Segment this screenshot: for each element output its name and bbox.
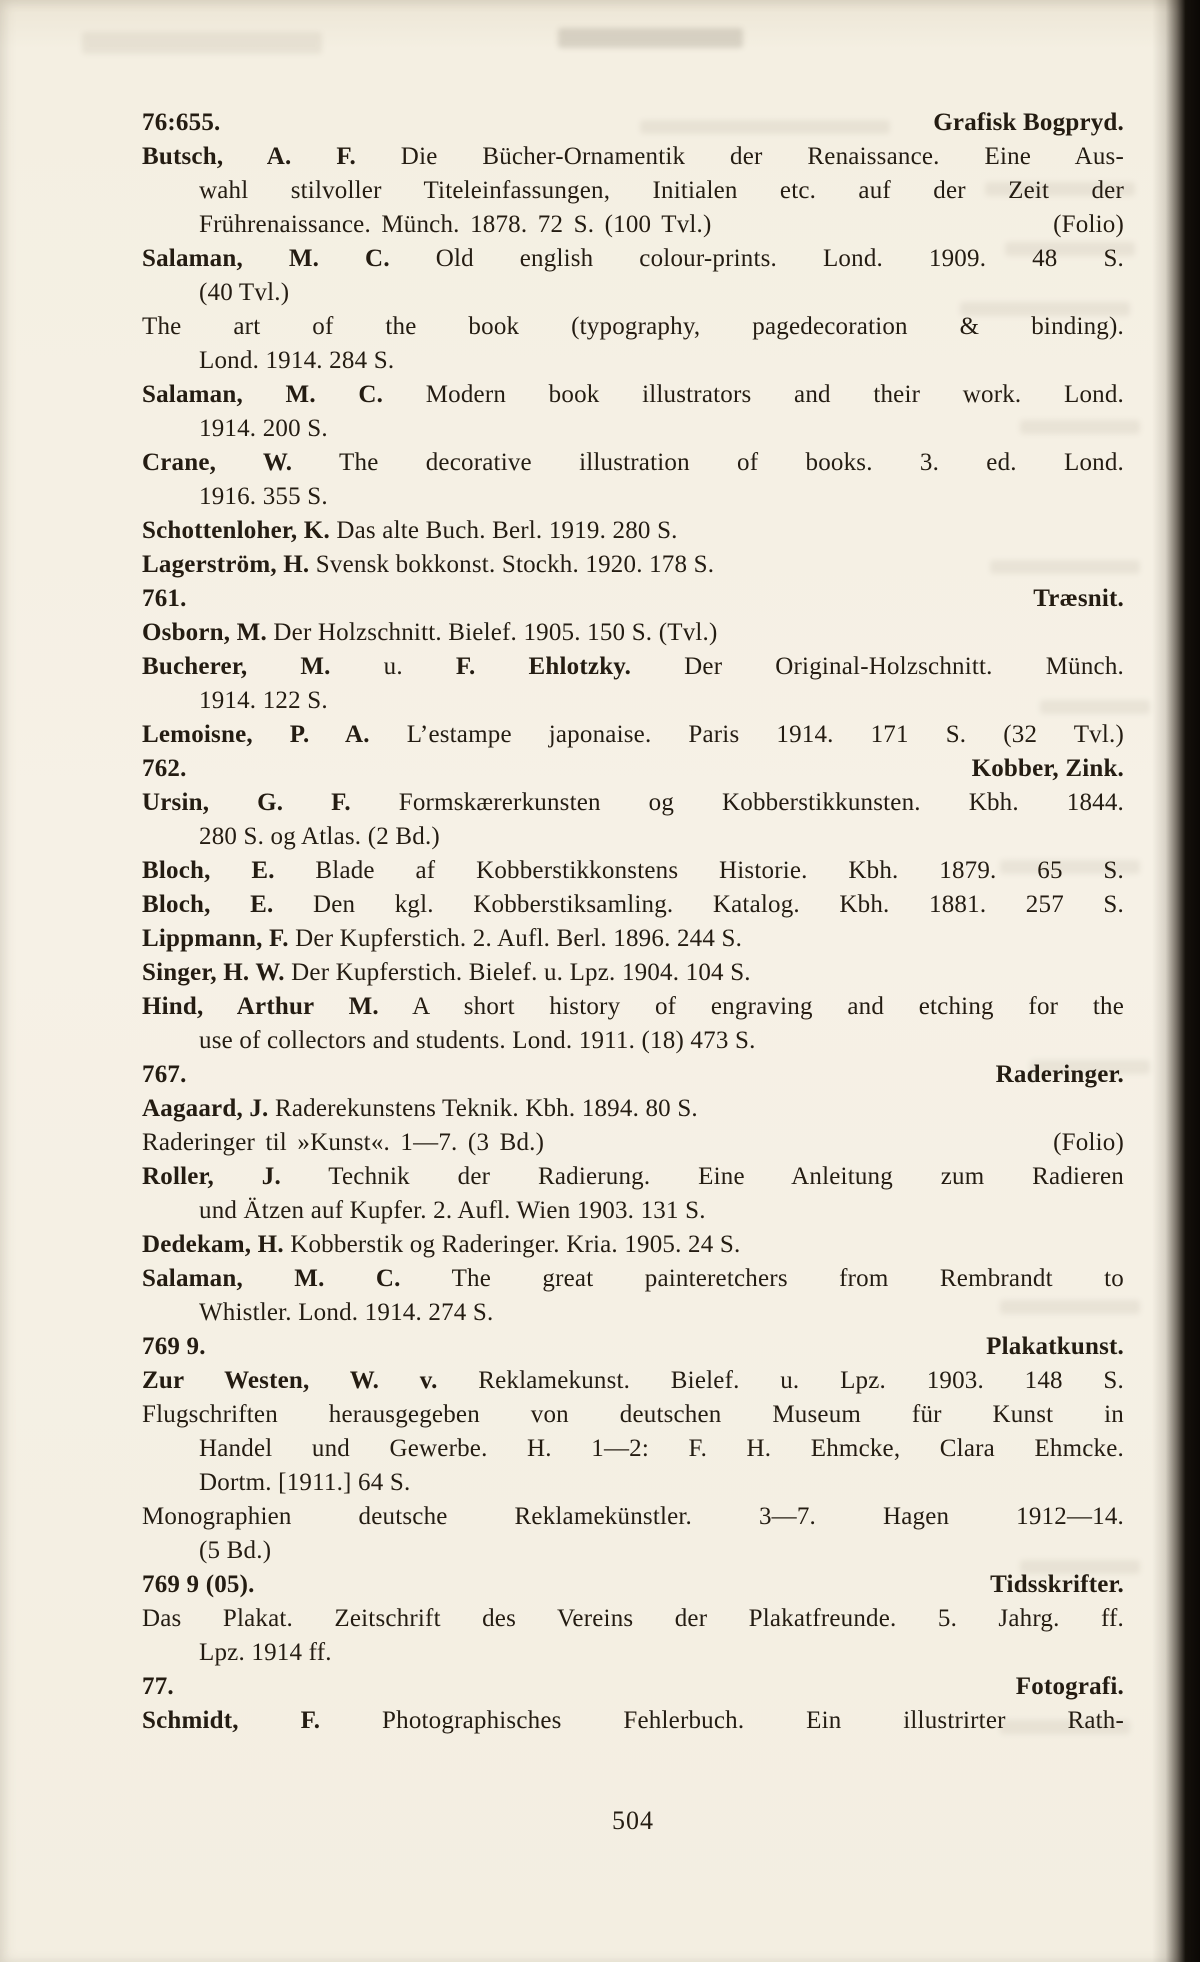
- entry-author: Lagerström, H.: [142, 551, 310, 578]
- entry-line: [142, 1092, 1124, 1126]
- section-heading: [142, 1670, 1124, 1704]
- section-heading: [142, 582, 1124, 616]
- entry-text-segment: Der Original-Holzschnitt. Münch.: [631, 653, 1124, 680]
- section-heading: [142, 1330, 1124, 1364]
- entry-line: [142, 1602, 1124, 1636]
- entry-text-segment: 280 S. og Atlas. (2 Bd.): [199, 823, 440, 850]
- entry-line: [142, 922, 1124, 956]
- entry-author: Lemoisne, P. A.: [142, 721, 370, 748]
- entry-author: Schmidt, F.: [142, 1707, 321, 1734]
- entry-author: Salaman, M. C.: [142, 245, 390, 272]
- entry-author: Crane, W.: [142, 449, 293, 476]
- entry-author: Lippmann, F.: [142, 925, 289, 952]
- entry-text-segment: The art of the book (typography, pagedecoration & binding).: [142, 313, 1124, 340]
- entry-line: [142, 1534, 1124, 1568]
- entry-text-segment: 1916. 355 S.: [199, 483, 328, 510]
- entry-author: Schottenloher, K.: [142, 517, 330, 544]
- section-code: 762.: [142, 755, 187, 782]
- entry-line: [142, 820, 1124, 854]
- entry-author: Bloch, E.: [142, 857, 275, 884]
- entry-line: [142, 548, 1124, 582]
- entry-line: [142, 310, 1124, 344]
- entry-text-segment: Svensk bokkonst. Stockh. 1920. 178 S.: [309, 551, 715, 578]
- entry-line: [142, 514, 1124, 548]
- section-title: Grafisk Bogpryd.: [933, 109, 1124, 136]
- entry-author: Hind, Arthur M.: [142, 993, 379, 1020]
- section-heading: [142, 752, 1124, 786]
- entry-line: [142, 1024, 1124, 1058]
- entry-author: Roller, J.: [142, 1163, 281, 1190]
- entry-author: Bloch, E.: [142, 891, 274, 918]
- entry-text-segment: Lond. 1914. 284 S.: [199, 347, 395, 374]
- entry-text-segment: Lpz. 1914 ff.: [199, 1639, 332, 1666]
- entry-text-segment: (5 Bd.): [199, 1537, 272, 1564]
- entry-text-segment: Monographien deutsche Reklamekünstler. 3—7. Hagen 1912—14.: [142, 1503, 1124, 1530]
- entry-text-segment: Blade af Kobberstikkonstens Historie. Kbh. 1879. 65 S.: [274, 857, 1124, 884]
- entry-text-segment: und Ätzen auf Kupfer. 2. Aufl. Wien 1903. 131 S.: [199, 1197, 706, 1224]
- section-title: Træsnit.: [1033, 585, 1124, 612]
- entry-line: [142, 956, 1124, 990]
- entry-text-segment: Modern book illustrators and their work. Lond.: [383, 381, 1125, 408]
- section-title: Plakatkunst.: [986, 1333, 1124, 1360]
- entry-line: [142, 888, 1124, 922]
- entry-author: Salaman, M. C.: [142, 1265, 401, 1292]
- entry-text-segment: (40 Tvl.): [199, 279, 290, 306]
- entry-text-segment: Der Kupferstich. 2. Aufl. Berl. 1896. 244 S.: [288, 925, 743, 952]
- entry-text-segment: The great painteretchers from Rembrandt to: [400, 1265, 1124, 1292]
- entry-text-segment: 1914. 122 S.: [199, 687, 328, 714]
- page-number: 504: [612, 1806, 654, 1835]
- entry-author: Salaman, M. C.: [142, 381, 384, 408]
- entry-line: [142, 684, 1124, 718]
- entry-line: [142, 1194, 1124, 1228]
- entry-line: [142, 990, 1124, 1024]
- entry-line: [142, 1296, 1124, 1330]
- entry-author: Dedekam, H.: [142, 1231, 284, 1258]
- entry-folio-note: (Folio): [1053, 1129, 1124, 1156]
- entry-author: Aagaard, J.: [142, 1095, 269, 1122]
- entry-text-segment: Der Kupferstich. Bielef. u. Lpz. 1904. 104 S.: [284, 959, 751, 986]
- entry-text-segment: Reklamekunst. Bielef. u. Lpz. 1903. 148 S.: [437, 1367, 1124, 1394]
- entry-text-segment: L’estampe japonaise. Paris 1914. 171 S. (32 Tvl.): [369, 721, 1124, 748]
- section-code: 761.: [142, 585, 187, 612]
- section-code: 77.: [142, 1673, 174, 1700]
- entry-text-segment: Formskærerkunsten og Kobberstikkunsten. Kbh. 1844.: [350, 789, 1124, 816]
- entry-line: [142, 786, 1124, 820]
- entry-text-segment: Handel und Gewerbe. H. 1—2: F. H. Ehmcke, Clara Ehmcke.: [199, 1435, 1124, 1462]
- section-title: Fotografi.: [1015, 1673, 1124, 1700]
- entry-line: [142, 480, 1124, 514]
- entry-text-segment: Frührenaissance. Münch. 1878. 72 S. (100 Tvl.): [199, 211, 712, 238]
- entry-line: [142, 378, 1124, 412]
- entry-line: [142, 1704, 1124, 1738]
- entry-text-segment: Flugschriften herausgegeben von deutschen Museum für Kunst in: [142, 1401, 1124, 1428]
- entry-line: [142, 412, 1124, 446]
- entry-text-segment: u.: [330, 653, 456, 680]
- bleedthrough-mark: [558, 28, 743, 48]
- entry-line: [142, 446, 1124, 480]
- entry-line: [142, 140, 1124, 174]
- section-code: 769 9.: [142, 1333, 206, 1360]
- entry-line: [142, 1500, 1124, 1534]
- entry-author: Ursin, G. F.: [142, 789, 351, 816]
- section-heading: [142, 1568, 1124, 1602]
- entry-text-segment: Dortm. [1911.] 64 S.: [199, 1469, 411, 1496]
- entry-line: [142, 1262, 1124, 1296]
- section-code: 767.: [142, 1061, 187, 1088]
- entry-text: [142, 1126, 544, 1160]
- entry-line: [142, 1398, 1124, 1432]
- entry-line: [142, 1228, 1124, 1262]
- entry-text-segment: Whistler. Lond. 1914. 274 S.: [199, 1299, 494, 1326]
- entry-line: [142, 1466, 1124, 1500]
- entry-line: [142, 1364, 1124, 1398]
- entry-text-segment: The decorative illustration of books. 3. ed. Lond.: [292, 449, 1124, 476]
- entry-text-segment: 1914. 200 S.: [199, 415, 328, 442]
- section-code: 76:655.: [142, 109, 221, 136]
- scan-edge-shadow: [1152, 0, 1200, 1962]
- entry-text-segment: Kobberstik og Raderinger. Kria. 1905. 24 S.: [283, 1231, 741, 1258]
- entry-line: [142, 718, 1124, 752]
- section-heading: [142, 106, 1124, 140]
- entry-line: [142, 242, 1124, 276]
- section-title: Tidsskrifter.: [990, 1571, 1124, 1598]
- entry-text-segment: Das Plakat. Zeitschrift des Vereins der Plakatfreunde. 5. Jahrg. ff.: [142, 1605, 1124, 1632]
- entry-line: [142, 1160, 1124, 1194]
- entry-text-segment: wahl stilvoller Titeleinfassungen, Initialen etc. auf der Zeit der: [199, 177, 1124, 204]
- entry-text-segment: Den kgl. Kobberstiksamling. Katalog. Kbh. 1881. 257 S.: [273, 891, 1124, 918]
- entry-author: Bucherer, M.: [142, 653, 331, 680]
- entry-text-segment: Der Holzschnitt. Bielef. 1905. 150 S. (Tvl.): [266, 619, 718, 646]
- bleedthrough-mark: [82, 32, 322, 54]
- entry-text-segment: Raderinger til »Kunst«. 1—7. (3 Bd.): [142, 1129, 545, 1156]
- entry-line: [142, 344, 1124, 378]
- entry-line: [142, 650, 1124, 684]
- entry-text: [199, 208, 712, 242]
- entry-text-segment: Photographisches Fehlerbuch. Ein illustrirter Rath-: [320, 1707, 1124, 1734]
- entry-folio-note: (Folio): [1053, 211, 1124, 238]
- entry-author: Osborn, M.: [142, 619, 267, 646]
- entry-line: [142, 616, 1124, 650]
- entry-line: [142, 276, 1124, 310]
- page-content: [142, 106, 1124, 1738]
- section-title: Raderinger.: [995, 1061, 1124, 1088]
- section-title: Kobber, Zink.: [971, 755, 1124, 782]
- entry-line: [142, 208, 1124, 242]
- entry-line: [142, 854, 1124, 888]
- entry-author: F. Ehlotzky.: [455, 653, 632, 680]
- entry-text-segment: Die Bücher-Ornamentik der Renaissance. Eine Aus-: [355, 143, 1124, 170]
- entry-text-segment: A short history of engraving and etching for the: [378, 993, 1125, 1020]
- entry-line: [142, 174, 1124, 208]
- entry-author: Singer, H. W.: [142, 959, 285, 986]
- entry-line: [142, 1636, 1124, 1670]
- entry-text-segment: Old english colour-prints. Lond. 1909. 48 S.: [389, 245, 1124, 272]
- entry-author: Butsch, A. F.: [142, 143, 356, 170]
- entry-author: Zur Westen, W. v.: [142, 1367, 438, 1394]
- entry-text-segment: use of collectors and students. Lond. 1911. (18) 473 S.: [199, 1027, 756, 1054]
- entry-line: [142, 1126, 1124, 1160]
- section-heading: [142, 1058, 1124, 1092]
- entry-text-segment: Technik der Radierung. Eine Anleitung zum Radieren: [280, 1163, 1124, 1190]
- entry-text-segment: Das alte Buch. Berl. 1919. 280 S.: [329, 517, 678, 544]
- entry-line: [142, 1432, 1124, 1466]
- entry-text-segment: Raderekunstens Teknik. Kbh. 1894. 80 S.: [268, 1095, 698, 1122]
- section-code: 769 9 (05).: [142, 1571, 255, 1598]
